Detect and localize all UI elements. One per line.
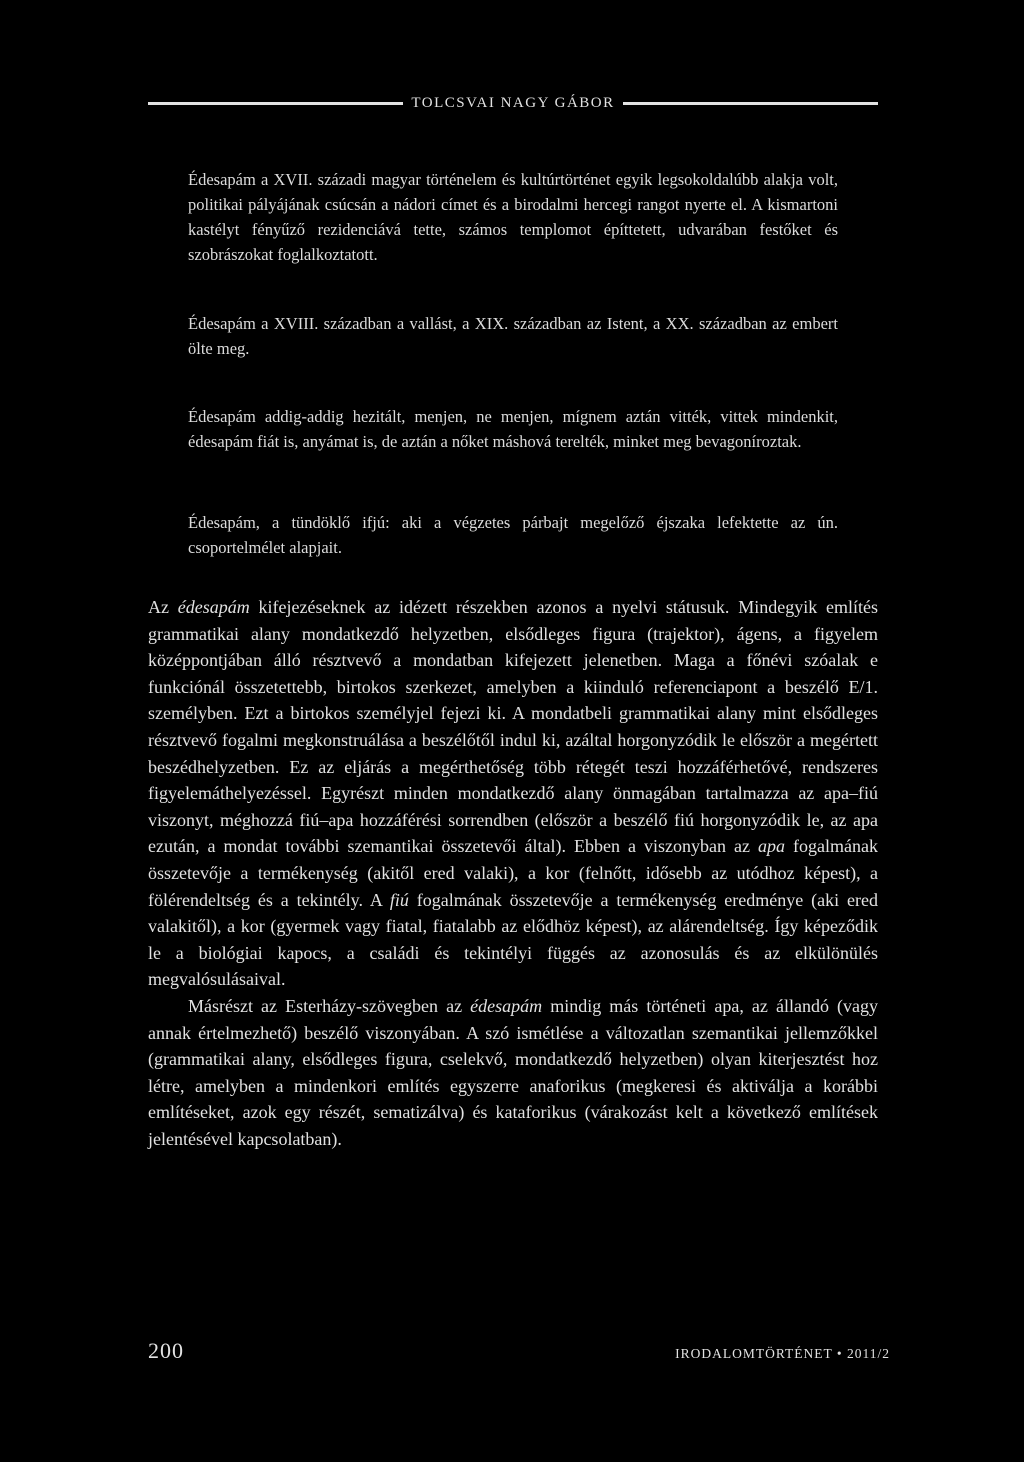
header-rule-left — [148, 102, 403, 105]
body-paragraph-1 — [148, 594, 878, 993]
italic-term: édesapám — [470, 995, 543, 1016]
italic-term: fiú — [389, 889, 409, 910]
body-paragraph-2 — [148, 993, 878, 1153]
header-rule-right — [623, 102, 878, 105]
italic-term: apa — [758, 836, 785, 857]
page-footer — [148, 1338, 890, 1368]
text-run: Az — [148, 597, 178, 617]
text-run: fogalmának összetevője a termékenység (akitől ered valaki), a kor (felnőtt, idősebb az utódhoz képest), a fölérendeltség és a tekintély. A — [148, 836, 878, 910]
running-header — [148, 92, 878, 114]
page-number: 200 — [148, 1338, 184, 1363]
text-run: mindig más történeti apa, az állandó (vagy annak értelmezhető) beszélő viszonyában. A szó ismétlése a változatlan szemantikai jellemzőkkel (grammatikai alany, elsődleges figura, cselekvő, mondatkezdő helyzetben) olyan kiterjesztést hoz létre, amelyben a mindenkori említés egyszerre anaforikus (megkeresi és aktiválja a korábbi említéseket, azok egy részét, sematizálva) és kataforikus (várakozást kelt a következő említések jelentésével kapcsolatban). — [148, 995, 878, 1149]
journal-citation: IRODALOMTÖRTÉNET • 2011/2 — [675, 1346, 890, 1361]
text-run: kifejezéseknek az idézett részekben azonos a nyelvi státusuk. Mindegyik említés grammatikai alany mondatkezdő helyzetben, elsődleges figura (trajektor), ágens, a figyelem középpontjában álló résztvevő a mondatban kifejezett jelenetben. Maga a főnévi szóalak e funkciónál összetettebb, birtokos szerkezet, amelyben a kiinduló referenciapont a beszélő E/1. személyben. Ezt a birtokos személyjel fejezi ki. A mondatbeli grammatikai alany mint elsődleges résztvevő fogalmi megkonstruálása a beszélőtől indul ki, azáltal horgonyzódik le először a megértett beszédhelyzetben. Ez az eljárás a megérthetőség több rétegét teszi hozzáférhetővé, rendszeres figyelemáthelyezéssel. Egyrészt minden mondatkezdő alany önmagában tartalmazza az apa–fiú viszonyt, méghozzá fiú–apa hozzáférési sorrendben (először a beszélő fiú horgonyzódik le, az apa ezután, a mondat további szemantikai összetevői által). Ebben a viszonyban az — [148, 597, 878, 857]
italic-term: édesapám — [177, 597, 250, 617]
text-run: fogalmának összetevője a termékenység eredménye (aki ered valakitől), a kor (gyermek vagy fiatal, fiatalabb az elődhöz képest), az alárendeltség. Így képeződik le a biológiai kapocs, a családi és tekintélyi függés az azonosulás és az elkülönülés megvalósulásaival. — [148, 889, 879, 990]
quote-4: Édesapám, a tündöklő ifjú: aki a végzetes párbajt megelőző éjszaka lefektette az ún. csoportelmélet alapjait. — [188, 513, 838, 557]
quote-1: Édesapám a XVII. századi magyar történelem és kultúrtörténet egyik legsokoldalúbb alakja volt, politikai pályájának csúcsán a nádori címet és a birodalmi hercegi rangot nyerte el. A kismartoni kastélyt fényűző rezidenciává tette, számos templomot építtetett, udvarában festőket és szobrászokat foglalkoztatott. — [188, 170, 838, 264]
quote-2: Édesapám a XVIII. században a vallást, a XIX. században az Istent, a XX. században az embert ölte meg. — [188, 314, 838, 358]
text-run: Másrészt az Esterházy-szövegben az — [188, 995, 471, 1016]
header-author: TOLCSVAI NAGY GÁBOR — [411, 94, 615, 111]
quote-3: Édesapám addig-addig hezitált, menjen, ne menjen, mígnem aztán vitték, vittek mindenkit, édesapám fiát is, anyámat is, de aztán a nőket máshová terelték, minket meg bevagoníroztak. — [188, 407, 838, 451]
body-text — [148, 594, 878, 1152]
